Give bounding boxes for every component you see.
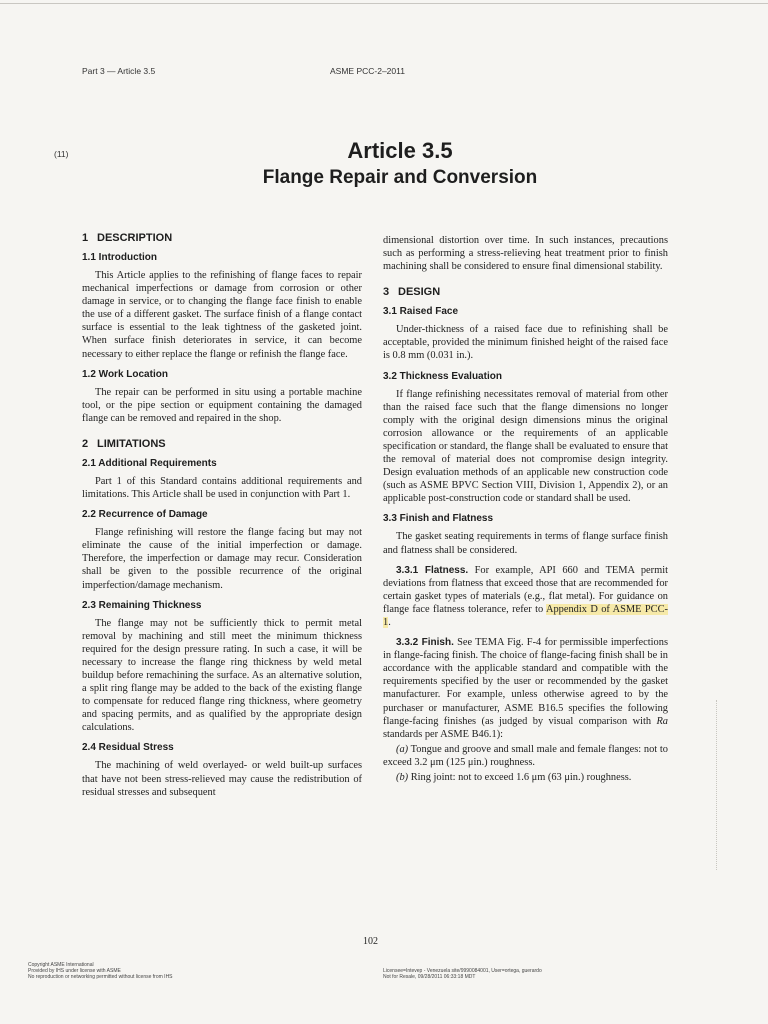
scan-edge-line — [0, 3, 768, 4]
footer-license: Licensee=Intevep - Venezuela site/9990084001, User=ortega, guerardo Not for Resale, 09/28/2011 06:33:18 MDT — [383, 968, 542, 980]
paragraph-3-3-1: 3.3.1 Flatness. For example, API 660 and TEMA permit deviations from flatness that exceed those that are recommended for certain gasket types of materials (e.g., flat metal). For guidance on flange face flatness tolerance, refer to Appendix D of ASME PCC-1. — [383, 564, 668, 628]
subsection-heading-2-4: 2.4 Residual Stress — [82, 742, 174, 754]
page-number: 102 — [363, 936, 378, 947]
scan-artifact — [716, 700, 719, 870]
right-column — [383, 234, 668, 791]
paragraph-3-3-2: 3.3.2 Finish. See TEMA Fig. F-4 for permissible imperfections in flange-facing finish. The choice of flange-facing finish shall be in accordance with the applicable standard and compatible with the requirements specified by the user or recommended by the gasket manufacturer. For example, unless otherwise agreed to by the purchaser or manufacturer, ASME B16.5 specifies the following flange-facing finishes (as judged by visual comparison with Ra standards per ASME B46.1): — [383, 637, 668, 740]
subsection-heading-2-1: 2.1 Additional Requirements — [82, 457, 217, 469]
paragraph-3-3: The gasket seating requirements in terms of flange surface finish and flatness shall be considered. — [383, 531, 668, 556]
section-heading-3: 3 DESIGN — [383, 286, 441, 299]
subsection-heading-3-1: 3.1 Raised Face — [383, 306, 459, 318]
paragraph-heading-3-3-1: 3.3.1 Flatness. — [396, 564, 469, 576]
paragraph-2-1: Part 1 of this Standard contains additional requirements and limitations. This Article shall be used in conjunction with Part 1. — [82, 475, 362, 501]
subsection-heading-3-3: 3.3 Finish and Flatness — [383, 513, 494, 525]
paragraph-heading-3-3-2: 3.3.2 Finish. — [396, 637, 454, 649]
subsection-heading-1-1: 1.1 Introduction — [82, 252, 157, 263]
paragraph-continuation: dimensional distortion over time. In such instances, precautions such as performing a stress-relieving heat treatment prior to finish machining shall be considered to ensure final dimensional stability. — [383, 235, 668, 273]
section-heading-1: 1 DESCRIPTION — [82, 232, 173, 244]
left-column — [82, 231, 362, 806]
list-item-a: (a) Tongue and groove and small male and female flanges: not to exceed 3.2 μm (125 μin.) roughness. — [383, 743, 668, 768]
section-heading-2: 2 LIMITATIONS — [82, 437, 166, 450]
running-head-standard: ASME PCC-2–2011 — [330, 66, 405, 76]
paragraph-2-2: Flange refinishing will restore the flange facing but may not eliminate the cause of the initial imperfection or damage. Therefore, the imperfection or damage may recur. Consideration shall be given to the possible recurrence of the original imperfection/damage mechanism. — [82, 527, 362, 591]
paragraph-1-2: The repair can be performed in situ using a portable machine tool, or the pipe section or equipment containing the damaged flange can be removed and repaired in the shop. — [82, 386, 362, 424]
paragraph-2-3: The flange may not be sufficiently thick to permit metal removal by machining and still meet the minimum thickness required for the design pressure rating. In such a case, it will be necessary to increase the flange ring thickness by weld metal buildup before remachining the surface. As an alternative solution, a split ring flange may be added to the back of the existing flange to compensate for reduced flange ring thickness, where geometry and spacing permits, and as qualified by the appropriate design calculations. — [82, 617, 362, 734]
subsection-heading-3-2: 3.2 Thickness Evaluation — [383, 370, 502, 382]
appendix-reference-link[interactable]: Appendix D of ASME PCC-1 — [383, 603, 668, 628]
subsection-heading-1-2: 1.2 Work Location — [82, 368, 168, 380]
article-title: Article 3.5 — [347, 138, 453, 163]
subsection-heading-2-3: 2.3 Remaining Thickness — [82, 599, 202, 611]
title-block — [150, 136, 650, 190]
subsection-heading-2-2: 2.2 Recurrence of Damage — [82, 509, 208, 521]
list-item-b: (b) Ring joint: not to exceed 1.6 μm (63 μin.) roughness. — [396, 772, 632, 783]
article-subtitle: Flange Repair and Conversion — [262, 167, 538, 188]
revision-mark: (11) — [54, 149, 69, 159]
footer-copyright: Copyright ASME International Provided by IHS under license with ASME No reproduction or networking permitted without license from IHS — [28, 962, 173, 980]
paragraph-1-1: This Article applies to the refinishing of flange faces to repair mechanical imperfections or damage from corrosion or other damage in service, or to changing the flange face finish to enable the use of a different gasket. The surface finish of a flange contact surface is essential to the leak tightness of the gasketed joint. When surface finish deteriorates in service, it can become necessary to either replace the flange or refinish the flange face. — [82, 270, 362, 360]
paragraph-3-2: If flange refinishing necessitates removal of material from other than the raised face such that the flange dimensions no longer comply with the original design dimensions minus the original corrosion allowance or the requirements of an applicable specification or standard, the flange shall be evaluated to ensure that the removal of material does not compromise design integrity. Design evaluation methods of an applicable new construction code (such as ASME BPVC Section VIII, Division 1, Appendix 2), or an applicable post-construction code or standard shall be used. — [383, 388, 668, 505]
paragraph-3-1: Under-thickness of a raised face due to refinishing shall be acceptable, provided the minimum finished height of the raised face is 0.8 mm (0.031 in.). — [383, 324, 668, 362]
paragraph-2-4: The machining of weld overlayed- or weld built-up surfaces that have not been stress-relieved may cause the redistribution of residual stresses and subsequent — [82, 760, 362, 798]
running-head-part: Part 3 — Article 3.5 — [82, 66, 156, 76]
